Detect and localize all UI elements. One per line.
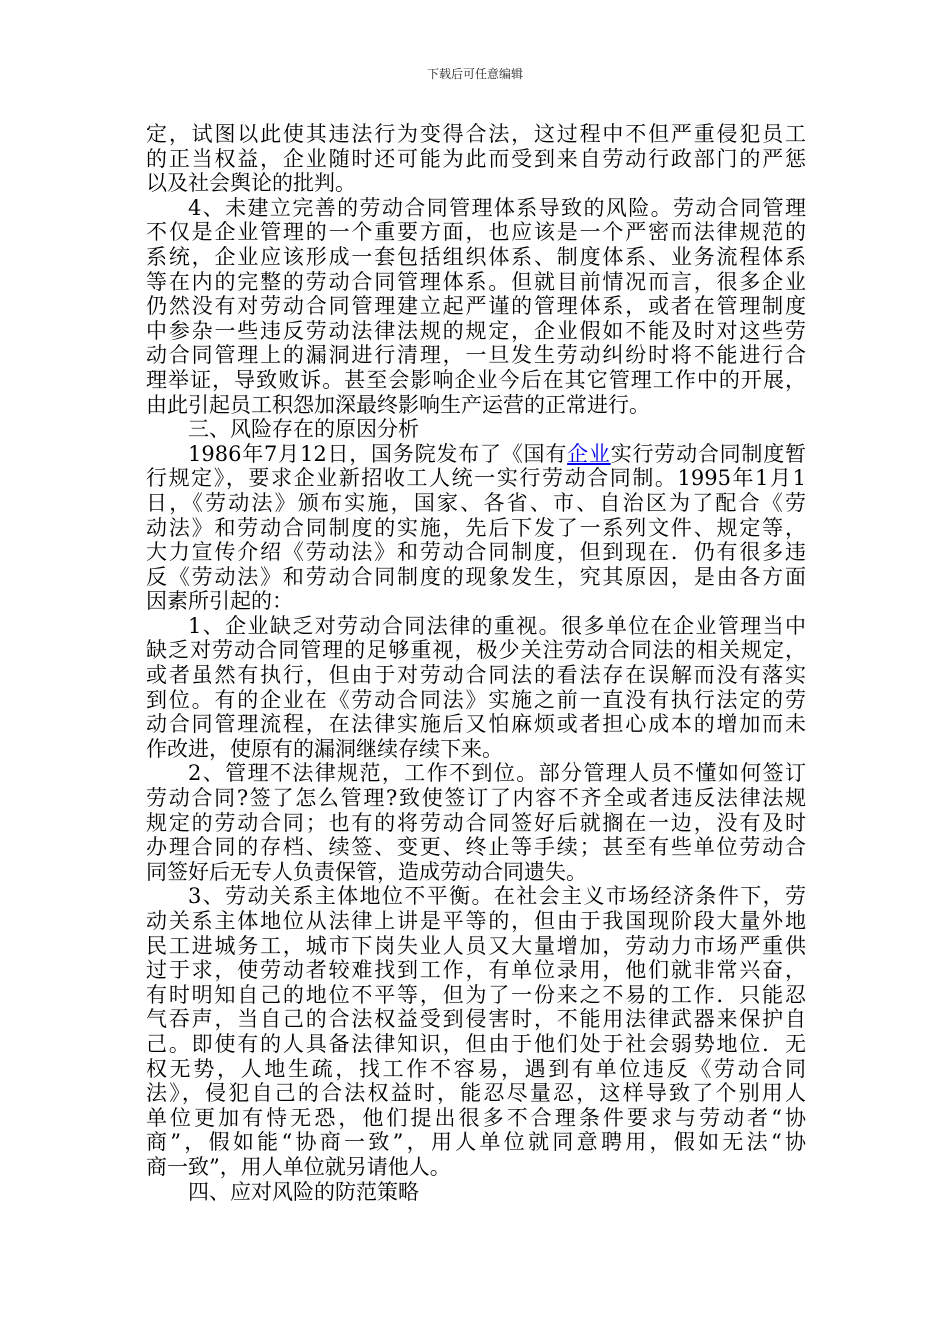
page-header: 下载后可任意编辑 (426, 67, 523, 81)
section-heading (146, 1180, 806, 1205)
text-line: 法》，侵犯自己的合法权益时，能忍尽量忍，这样导致了个别用人 (146, 1081, 806, 1106)
text-line: 到位。有的企业在《劳动合同法》实施之前一直没有执行法定的劳 (146, 687, 806, 712)
paragraph (146, 761, 806, 884)
text-line: 缺乏对劳动合同管理的足够重视，极少关注劳动合同法的相关规定， (146, 638, 806, 663)
text-segment: 1986年7月12日，国务院发布了《国有 (188, 441, 568, 466)
heading-text: 四、应对风险的防范策略 (188, 1179, 419, 1204)
text-line: 动合同管理上的漏洞进行清理，一旦发生劳动纠纷时将不能进行合 (146, 343, 806, 368)
text-line-with-link (146, 442, 806, 467)
text-line: 劳动合同?签了怎么管理?致使签订了内容不齐全或者违反法律法规 (146, 786, 806, 811)
text-line: 动合同管理流程，在法律实施后又怕麻烦或者担心成本的增加而未 (146, 712, 806, 737)
text-line: 日，《劳动法》颁布实施，国家、各省、市、自治区为了配合《劳 (146, 490, 806, 515)
text-line: 系统，企业应该形成一套包括组织体系、制度体系、业务流程体系 (146, 244, 806, 269)
text-line: 动法》和劳动合同制度的实施，先后下发了一系列文件、规定等， (146, 515, 806, 540)
text-line: 4、未建立完善的劳动合同管理体系导致的风险。劳动合同管理 (188, 195, 806, 220)
text-line: 有时明知自己的地位不平等，但为了一份来之不易的工作．只能忍 (146, 982, 806, 1007)
text-line: 不仅是企业管理的一个重要方面，也应该是一个严密而法律规范的 (146, 220, 806, 245)
text-line: 由此引起员工积怨加深最终影响生产运营的正常进行。 (146, 392, 650, 417)
text-line: 2、管理不法律规范，工作不到位。部分管理人员不懂如何签订 (188, 761, 806, 786)
paragraph (146, 884, 806, 1179)
paragraph (146, 442, 806, 614)
text-line: 己。即使有的人具备法律知识，但由于他们处于社会弱势地位．无 (146, 1031, 806, 1056)
text-line: 单位更加有恃无恐，他们提出很多不合理条件要求与劳动者“协 (146, 1105, 806, 1130)
text-segment: 实行劳动合同制度暂 (610, 441, 807, 466)
text-line: 定，试图以此使其违法行为变得合法，这过程中不但严重侵犯员工 (146, 122, 806, 146)
text-line: 商一致”，用人单位就另请他人。 (146, 1154, 451, 1179)
text-line: 仍然没有对劳动合同管理建立起严谨的管理体系，或者在管理制度 (146, 294, 806, 319)
text-line: 大力宣传介绍《劳动法》和劳动合同制度，但到现在．仍有很多违 (146, 540, 806, 565)
text-line: 等在内的完整的劳动合同管理体系。但就目前情况而言，很多企业 (146, 269, 806, 294)
text-line: 商”，假如能“协商一致”，用人单位就同意聘用，假如无法“协 (146, 1130, 806, 1155)
text-line: 或者虽然有执行，但由于对劳动合同法的看法存在误解而没有落实 (146, 663, 806, 688)
section-heading (146, 417, 806, 442)
text-line: 的正当权益，企业随时还可能为此而受到来自劳动行政部门的严惩 (146, 146, 806, 171)
text-line: 过于求，使劳动者较难找到工作，有单位录用，他们就非常兴奋， (146, 958, 806, 983)
text-line: 气吞声，当自己的合法权益受到侵害时，不能用法律武器来保护自 (146, 1007, 806, 1032)
text-line: 反《劳动法》和劳动合同制度的现象发生，究其原因，是由各方面 (146, 564, 806, 589)
text-line: 作改进，使原有的漏洞继续存续下来。 (146, 736, 503, 761)
text-line: 办理合同的存档、续签、变更、终止等手续；甚至有些单位劳动合 (146, 835, 806, 860)
enterprise-link[interactable]: 企业 (567, 441, 611, 466)
text-line: 行规定》，要求企业新招收工人统一实行劳动合同制。1995年1月1 (146, 466, 806, 491)
text-line: 3、劳动关系主体地位不平衡。在社会主义市场经济条件下，劳 (188, 884, 806, 909)
heading-text: 三、风险存在的原因分析 (188, 417, 419, 442)
text-line: 因素所引起的： (146, 589, 293, 614)
text-line: 权无势，人地生疏，找工作不容易，遇到有单位违反《劳动合同 (146, 1056, 806, 1081)
text-line: 理举证，导致败诉。甚至会影响企业今后在其它管理工作中的开展， (146, 367, 806, 392)
paragraph (146, 122, 806, 196)
text-line: 同签好后无专人负责保管，造成劳动合同遗失。 (146, 859, 587, 884)
text-line: 以及社会舆论的批判。 (146, 171, 356, 196)
text-line: 规定的劳动合同；也有的将劳动合同签好后就搁在一边，没有及时 (146, 810, 806, 835)
paragraph (146, 614, 806, 762)
text-line: 动关系主体地位从法律上讲是平等的，但由于我国现阶段大量外地 (146, 909, 806, 933)
text-line: 民工进城务工，城市下岗失业人员又大量增加，劳动力市场严重供 (146, 933, 806, 958)
text-line: 1、企业缺乏对劳动合同法律的重视。很多单位在企业管理当中 (188, 613, 806, 638)
text-line: 中参杂一些违反劳动法律法规的规定，企业假如不能及时对这些劳 (146, 318, 806, 343)
document-body (146, 122, 806, 1204)
paragraph (146, 196, 806, 417)
